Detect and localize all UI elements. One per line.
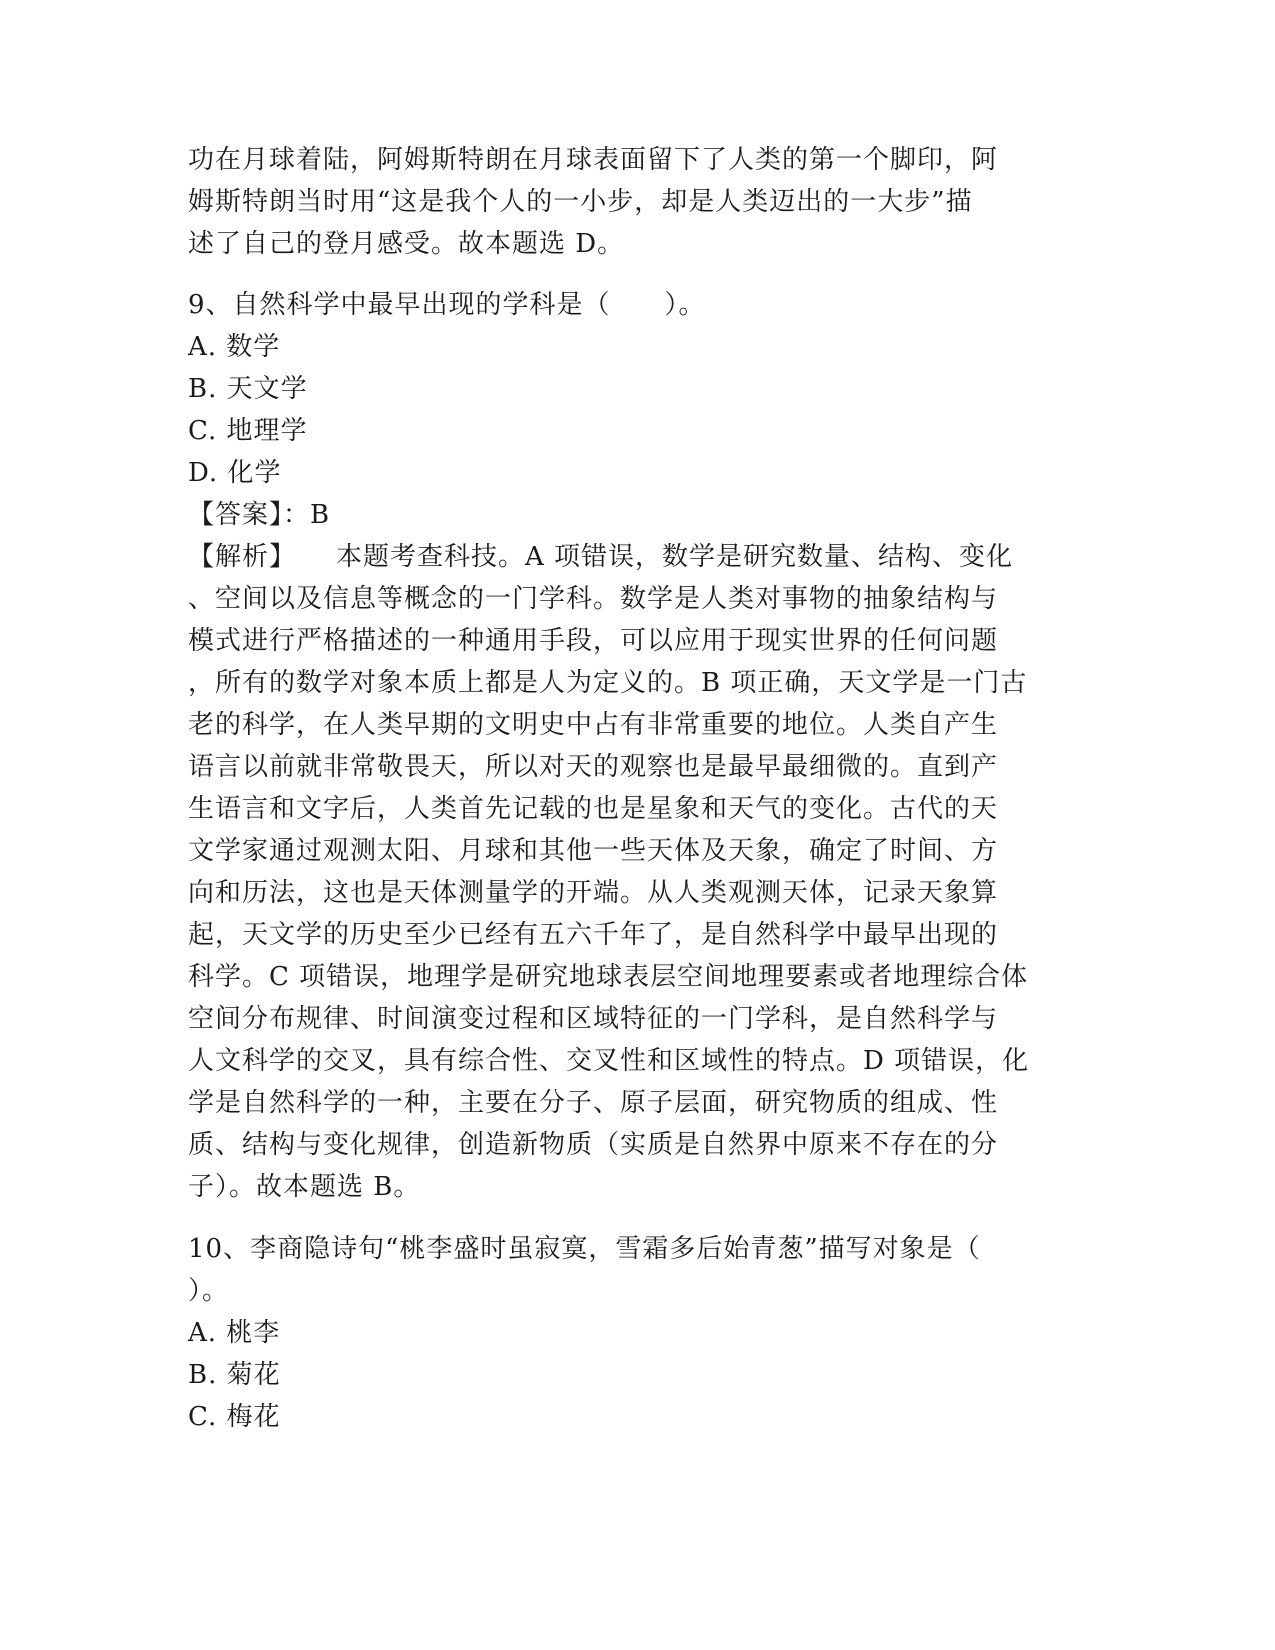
question-9-option-c: C. 地理学	[188, 416, 308, 446]
analysis-line: 模式进行严格描述的一种通用手段，可以应用于现实世界的任何问题	[188, 626, 999, 656]
analysis-line: ，所有的数学对象本质上都是人为定义的。B 项正确，天文学是一门古	[188, 668, 1028, 698]
question-9-answer	[188, 494, 330, 536]
analysis-line: 、空间以及信息等概念的一门学科。数学是人类对事物的抽象结构与	[188, 584, 999, 614]
analysis-line: 科学。C 项错误，地理学是研究地球表层空间地理要素或者地理综合体	[188, 962, 1029, 992]
answer-label: 【答案】：	[188, 500, 311, 530]
question-9-option-a: A. 数学	[188, 332, 281, 362]
analysis-line: 老的科学，在人类早期的文明史中占有非常重要的地位。人类自产生	[188, 710, 999, 740]
analysis-label: 【解析】	[188, 542, 297, 572]
analysis-line: 质、结构与变化规律，创造新物质（实质是自然界中原来不存在的分	[188, 1130, 999, 1160]
analysis-line: 起，天文学的历史至少已经有五六千年了，是自然科学中最早出现的	[188, 920, 999, 950]
analysis-text: 本题考查科技。A 项错误，数学是研究数量、结构、变化	[336, 542, 1014, 572]
analysis-line: 人文科学的交叉，具有综合性、交叉性和区域性的特点。D 项错误，化	[188, 1046, 1030, 1076]
question-9-stem: 9、自然科学中最早出现的学科是（ ）。	[188, 290, 706, 320]
question-10-stem-cont: ）。	[188, 1276, 230, 1306]
question-10-option-a: A. 桃李	[188, 1318, 281, 1348]
analysis-line: 空间分布规律、时间演变过程和区域特征的一门学科，是自然科学与	[188, 1004, 999, 1034]
analysis-line: 语言以前就非常敬畏天，所以对天的观察也是最早最细微的。直到产	[188, 752, 999, 782]
analysis-line: 文学家通过观测太阳、月球和其他一些天体及天象，确定了时间、方	[188, 836, 999, 866]
question-10-option-b: B. 菊花	[188, 1360, 281, 1390]
question-10-stem: 10、李商隐诗句“桃李盛时虽寂寞，雪霜多后始青葱”描写对象是（	[188, 1234, 981, 1264]
question-10-option-c: C. 梅花	[188, 1402, 281, 1432]
analysis-line: 向和历法，这也是天体测量学的开端。从人类观测天体，记录天象算	[188, 878, 999, 908]
paragraph-line: 功在月球着陆，阿姆斯特朗在月球表面留下了人类的第一个脚印，阿	[188, 145, 999, 175]
paragraph-line: 述了自己的登月感受。故本题选 D。	[188, 229, 625, 259]
question-9-option-d: D. 化学	[188, 458, 282, 488]
analysis-line: 生语言和文字后，人类首先记载的也是星象和天气的变化。古代的天	[188, 794, 999, 824]
question-9-analysis-first-line	[188, 536, 1013, 578]
analysis-line: 子）。故本题选 B。	[188, 1172, 421, 1202]
question-9-option-b: B. 天文学	[188, 374, 308, 404]
paragraph-line: 姆斯特朗当时用“这是我个人的一小步，却是人类迈出的一大步”描	[188, 187, 973, 217]
analysis-line: 学是自然科学的一种，主要在分子、原子层面，研究物质的组成、性	[188, 1088, 999, 1118]
answer-value: B	[310, 500, 331, 530]
